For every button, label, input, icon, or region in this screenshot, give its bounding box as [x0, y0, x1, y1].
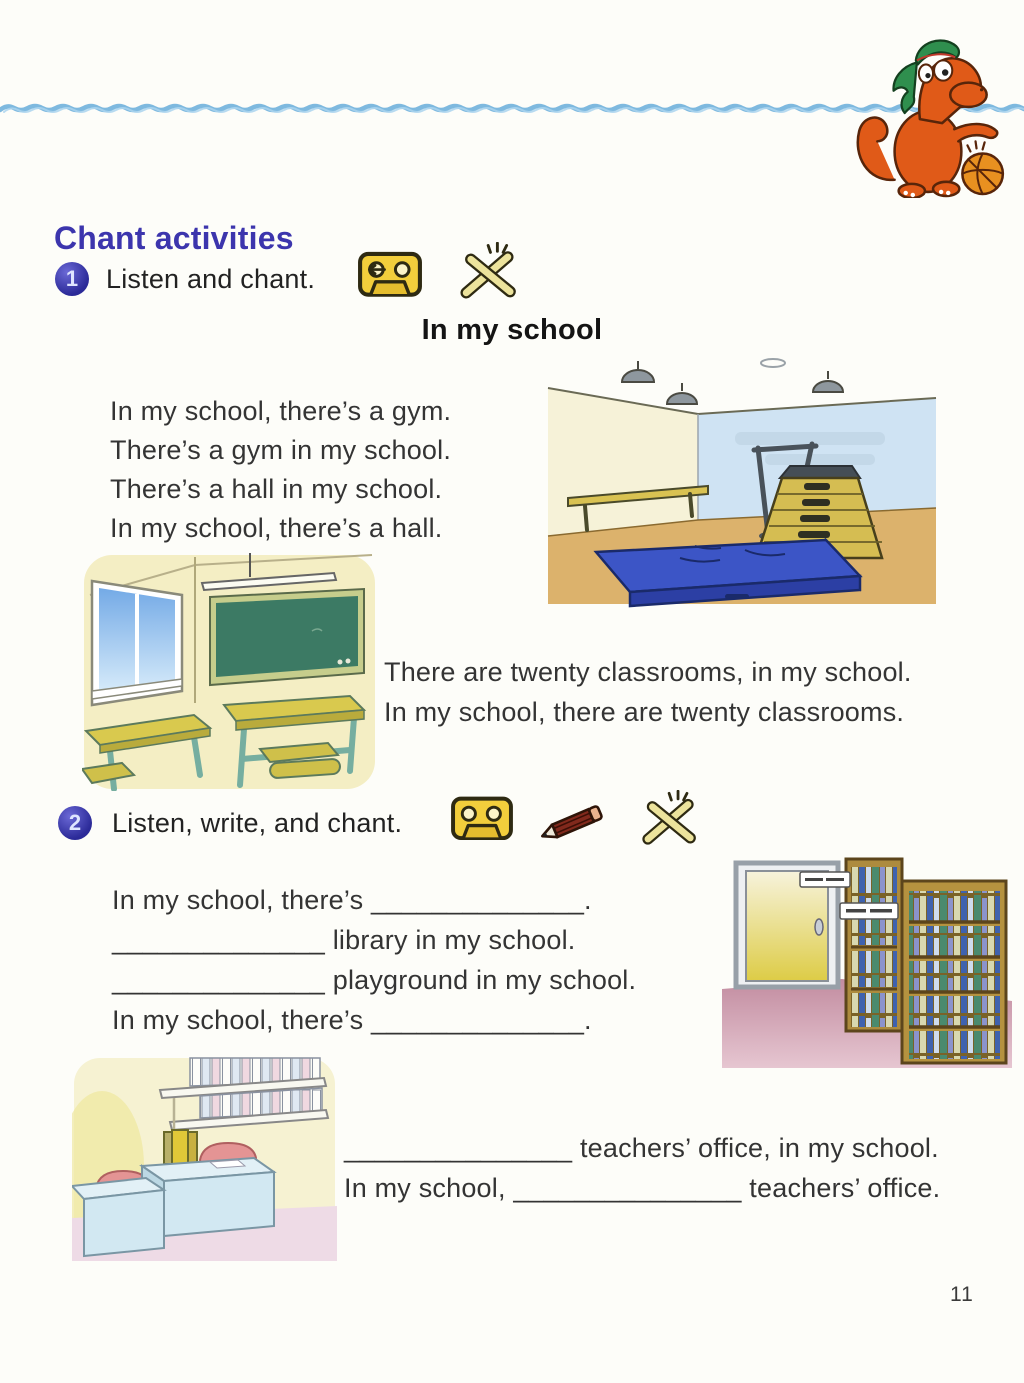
- rhythm-sticks-icon: [448, 242, 526, 302]
- bookshelf-wide: [902, 881, 1006, 1063]
- chalkboard: [210, 589, 364, 685]
- verse-line: In my school, there’s a hall.: [110, 513, 443, 543]
- activity2-number-badge: 2: [58, 806, 92, 840]
- teachers-office-illustration: [72, 1056, 337, 1261]
- verse-line: There are twenty classrooms, in my school.: [384, 657, 912, 687]
- gym-illustration: [530, 356, 955, 608]
- classroom-window: [92, 581, 182, 705]
- rhythm-sticks-icon: [630, 790, 706, 848]
- bounce-marks: [967, 141, 984, 151]
- dinosaur-mascot-icon: [846, 26, 1014, 198]
- page-number: 11: [950, 1283, 974, 1306]
- chant-verse-1: [110, 392, 451, 548]
- books-on-desk: [164, 1130, 197, 1164]
- chant-title: In my school: [421, 314, 603, 346]
- verse-line: In my school, there are twenty classrooms.: [384, 697, 905, 727]
- bookshelf-narrow: [846, 859, 902, 1031]
- basketball-icon: [962, 153, 1002, 193]
- activity1-instruction: Listen and chant.: [106, 264, 316, 294]
- verse-line: There’s a hall in my school.: [110, 474, 443, 504]
- classroom-illustration: [82, 553, 377, 791]
- activity1-number-badge: 1: [55, 262, 89, 296]
- fill-in-line: In my school, _______________ teachers’ office.: [344, 1173, 941, 1203]
- library-illustration: [722, 853, 1012, 1068]
- chant-verse-2: [384, 652, 912, 732]
- office-desk-small: [72, 1178, 164, 1256]
- fill-in-stanza-1: [112, 880, 636, 1040]
- fill-in-line: ______________ playground in my school.: [112, 965, 637, 995]
- fill-in-line: ______________ library in my school.: [112, 925, 576, 955]
- activity2-instruction: Listen, write, and chant.: [112, 808, 403, 838]
- dino-arm: [954, 124, 997, 141]
- pencil-icon: [536, 796, 618, 848]
- verse-line: There’s a gym in my school.: [110, 435, 452, 465]
- fill-in-line: _______________ teachers’ office, in my school.: [344, 1133, 939, 1163]
- cassette-icon: [449, 794, 515, 844]
- dino-tail: [858, 118, 895, 180]
- fill-in-stanza-2: [344, 1128, 940, 1208]
- verse-line: In my school, there’s a gym.: [110, 396, 452, 426]
- fill-in-line: In my school, there’s ______________.: [112, 1005, 592, 1035]
- cassette-icon: [356, 249, 424, 301]
- dino-body: [895, 111, 962, 192]
- fill-in-line: In my school, there’s ______________.: [112, 885, 592, 915]
- ceiling-lamps: [622, 359, 843, 404]
- section-title: Chant activities: [54, 220, 294, 256]
